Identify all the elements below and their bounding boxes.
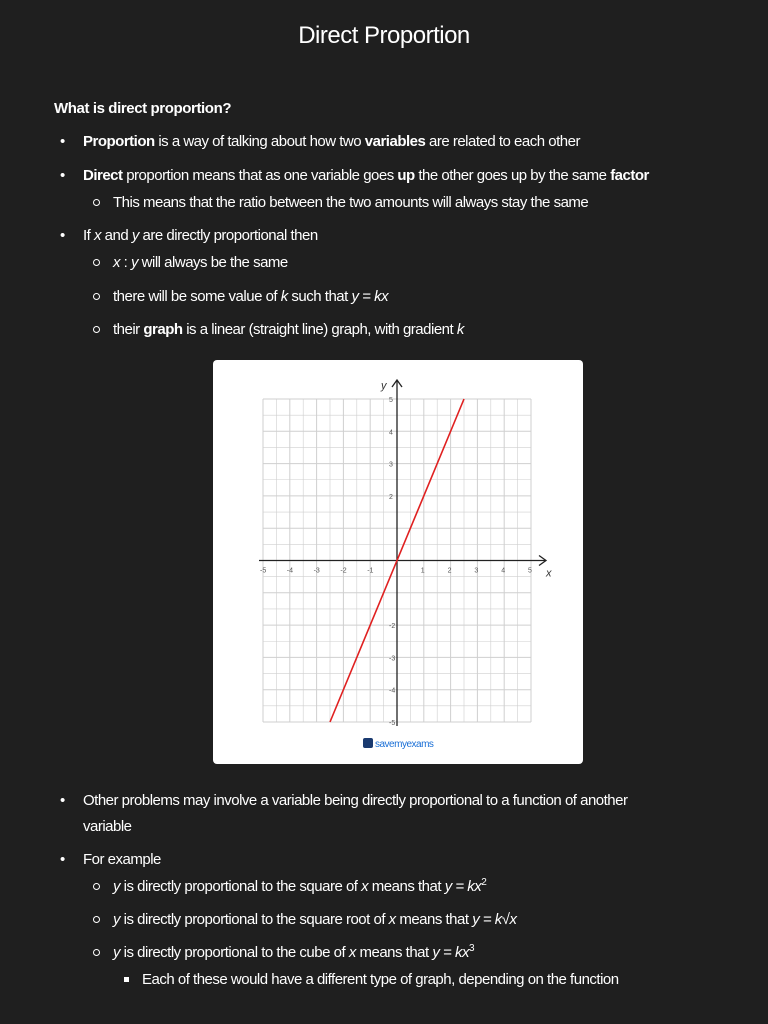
text: is a linear (straight line) graph, with gradient (182, 321, 457, 338)
text: is directly proportional to the square of (120, 878, 362, 895)
term-factor: factor (610, 167, 649, 184)
section-heading: What is direct proportion? (54, 100, 232, 117)
text: Other problems may involve a variable being directly proportional to a function of another (83, 792, 628, 809)
brand-icon (363, 738, 373, 748)
text: proportion means that as one variable goes (122, 167, 398, 184)
term-variables: variables (364, 133, 426, 150)
y-axis-label: y (381, 380, 387, 392)
y-tick-label: 2 (389, 493, 393, 501)
x-tick-label: 1 (420, 567, 425, 575)
text: means that (395, 911, 473, 928)
term-direct: Direct (83, 167, 123, 184)
term-proportion: Proportion (83, 133, 155, 150)
x-tick-label: -5 (260, 567, 267, 575)
text: means that (368, 878, 445, 895)
page-title: Direct Proportion (298, 22, 470, 49)
y-tick-label: 4 (389, 429, 393, 437)
text: If (83, 227, 95, 244)
equation: y = kx (444, 878, 482, 895)
x-tick-label: -4 (286, 567, 294, 575)
term-graph: graph (143, 321, 183, 338)
text: This means that the ratio between the two amounts will always stay the same (113, 194, 589, 211)
var-x: x (348, 944, 356, 961)
var-y: y (113, 944, 120, 961)
text: : (120, 254, 132, 271)
text: is a way of talking about how two (154, 133, 365, 150)
var-x: x (113, 254, 120, 271)
var-y: y (113, 878, 120, 895)
y-tick-label: -3 (389, 655, 396, 663)
text: the other goes up by the same (414, 167, 611, 184)
text: For example (83, 851, 161, 868)
text: are directly proportional then (138, 227, 318, 244)
direct-proportion-graph (213, 360, 583, 764)
y-tick-label: 3 (389, 461, 393, 469)
text: such that (287, 288, 352, 305)
x-tick-label: 3 (474, 567, 479, 575)
y-tick-label: -4 (389, 687, 396, 695)
brand-text: savemyexams (375, 739, 434, 750)
x-tick-label: -2 (340, 567, 347, 575)
x-tick-label: 2 (447, 567, 452, 575)
equation: y = k√x (472, 911, 517, 928)
brand-logo (363, 738, 433, 750)
text: is directly proportional to the cube of (120, 944, 349, 961)
var-x: x (94, 227, 102, 244)
text: there will be some value of (113, 288, 281, 305)
var-x: x (361, 878, 369, 895)
var-y: y (113, 911, 120, 928)
var-x: x (388, 911, 396, 928)
text: their (113, 321, 144, 338)
term-up: up (397, 167, 415, 184)
y-tick-label: 5 (389, 397, 393, 404)
text: means that (355, 944, 433, 961)
y-tick-label: -2 (389, 623, 396, 631)
var-y: y (131, 254, 139, 271)
var-y: y (131, 227, 139, 244)
exponent: 3 (468, 943, 475, 954)
text: variable (83, 818, 132, 835)
x-tick-label: -1 (367, 567, 374, 575)
text: will always be the same (138, 254, 288, 271)
x-axis-label: x (546, 567, 552, 580)
equation: y = kx (351, 288, 389, 305)
text: is directly proportional to the square root of (120, 911, 389, 928)
exponent: 2 (481, 877, 487, 888)
equation: y = kx (432, 944, 469, 961)
var-k: k (456, 321, 464, 338)
text: and (101, 227, 132, 244)
text: are related to each other (425, 133, 580, 150)
graph-figure (213, 360, 583, 764)
y-tick-label: -5 (389, 720, 396, 727)
x-tick-label: 4 (501, 567, 506, 575)
x-tick-label: -3 (313, 567, 320, 575)
list-item-continuation (83, 817, 132, 837)
text: Each of these would have a different type of graph, depending on the function (142, 971, 619, 988)
x-tick-label: 5 (528, 567, 532, 575)
var-k: k (280, 288, 288, 305)
